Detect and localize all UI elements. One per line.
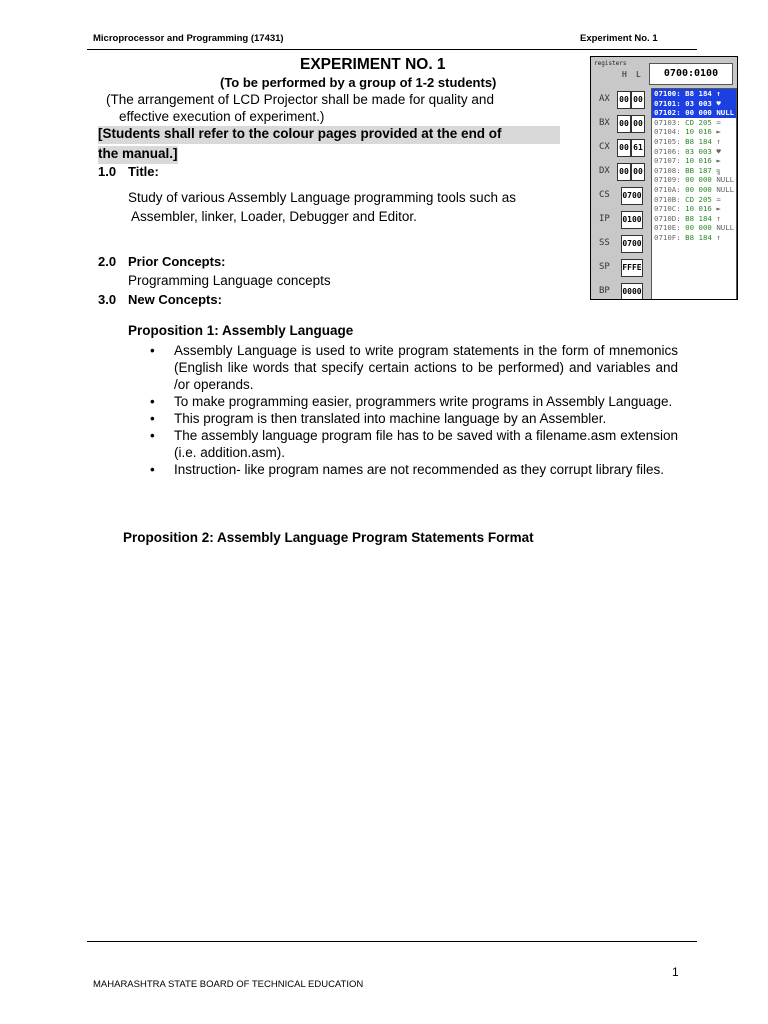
register-bp: [593, 280, 649, 300]
memory-address: 07101:: [654, 98, 681, 108]
register-sp: [593, 256, 649, 280]
list-item-text: The assembly language program file has to be saved with a filename.asm extension (i.e. addition.asm).: [174, 428, 678, 460]
section-3-number: 3.0: [98, 292, 117, 307]
memory-address: 0710A:: [654, 184, 681, 194]
register-name: CX: [599, 142, 610, 152]
memory-symbol: =: [716, 194, 721, 204]
register-high: 00: [617, 163, 631, 181]
memory-address: 0710E:: [654, 223, 681, 233]
memory-symbol: ↑: [716, 136, 721, 146]
register-low: 00: [631, 91, 645, 109]
register-value: 0000: [621, 283, 643, 300]
memory-row: [652, 223, 736, 233]
memory-address: 07106:: [654, 146, 681, 156]
register-ss: [593, 232, 649, 256]
section-2-body: Programming Language concepts: [128, 273, 331, 288]
memory-hex: 00 000: [685, 108, 712, 118]
section-2-heading: [98, 254, 226, 269]
memory-hex: BB 187: [685, 165, 712, 175]
low-byte-label: L: [636, 70, 641, 79]
register-value: FFFE: [621, 259, 643, 277]
memory-hex: 10 016: [685, 127, 712, 137]
list-item: [150, 461, 678, 478]
proposition-1-heading: Proposition 1: Assembly Language: [128, 323, 354, 338]
memory-hex: 03 003: [685, 146, 712, 156]
list-item-text: This program is then translated into machine language by an Assembler.: [174, 411, 607, 426]
memory-symbol: ♥: [716, 98, 721, 108]
memory-hex: B8 184: [685, 89, 712, 98]
register-name: BP: [599, 286, 610, 296]
register-dx: [593, 160, 649, 184]
section-1-body-2: Assembler, linker, Loader, Debugger and Editor.: [131, 209, 417, 224]
register-cs: [593, 184, 649, 208]
bullet-icon: •: [150, 462, 155, 477]
memory-row: [652, 108, 736, 118]
register-name: IP: [599, 214, 610, 224]
section-1-number: 1.0: [98, 164, 117, 179]
memory-symbol: NULL: [716, 223, 735, 233]
memory-hex: 10 016: [685, 156, 712, 166]
register-low: 61: [631, 139, 645, 157]
high-byte-label: H: [622, 70, 627, 79]
memory-hex: 03 003: [685, 98, 712, 108]
memory-row: [652, 233, 736, 243]
memory-row: [652, 175, 736, 185]
register-value: 0700: [621, 235, 643, 253]
register-name: CS: [599, 190, 610, 200]
footer-text: MAHARASHTRA STATE BOARD OF TECHNICAL EDUCATION: [93, 979, 364, 990]
register-name: SS: [599, 238, 610, 248]
register-bx: [593, 112, 649, 136]
list-item-text: Instruction- like program names are not recommended as they corrupt library files.: [174, 462, 664, 477]
memory-address: 07100:: [654, 89, 681, 98]
memory-symbol: ♥: [716, 146, 721, 156]
list-item-text: To make programming easier, programmers write programs in Assembly Language.: [174, 394, 673, 409]
list-item: [150, 393, 678, 410]
register-value: 0100: [621, 211, 643, 229]
memory-row: [652, 99, 736, 109]
memory-address: 07107:: [654, 156, 681, 166]
memory-symbol: ↑: [716, 89, 721, 98]
register-ip: [593, 208, 649, 232]
memory-symbol: ►: [716, 127, 721, 137]
memory-address: 07109:: [654, 175, 681, 185]
page-number: 1: [672, 965, 679, 979]
memory-address: 0710D:: [654, 213, 681, 223]
memory-row: [652, 166, 736, 176]
memory-row: [652, 185, 736, 195]
bullet-icon: •: [150, 343, 155, 358]
memory-row: [652, 127, 736, 137]
section-2-label: Prior Concepts:: [128, 254, 226, 269]
register-high: 00: [617, 91, 631, 109]
note-line-2: effective execution of experiment.): [119, 109, 325, 124]
section-3-label: New Concepts:: [128, 292, 222, 307]
memory-hex: B8 184: [685, 232, 712, 242]
highlight-line-2: the manual.]: [98, 146, 178, 164]
debugger-screenshot: [590, 56, 738, 300]
address-display: 0700:0100: [649, 63, 733, 85]
register-high: 00: [617, 115, 631, 133]
register-cx: [593, 136, 649, 160]
section-2-number: 2.0: [98, 254, 117, 269]
memory-row: [652, 147, 736, 157]
memory-row: [652, 137, 736, 147]
memory-symbol: NULL: [716, 108, 735, 118]
memory-hex: B8 184: [685, 136, 712, 146]
memory-address: 07108:: [654, 165, 681, 175]
memory-address: 07105:: [654, 136, 681, 146]
memory-address: 0710B:: [654, 194, 681, 204]
bullet-list: [150, 342, 678, 478]
register-low: 00: [631, 115, 645, 133]
memory-listing: [651, 88, 737, 300]
register-low: 00: [631, 163, 645, 181]
register-name: AX: [599, 94, 610, 104]
memory-hex: 00 000: [685, 175, 712, 185]
list-item: [150, 427, 678, 461]
memory-hex: 10 016: [685, 204, 712, 214]
memory-symbol: ►: [716, 156, 721, 166]
memory-symbol: NULL: [716, 175, 735, 185]
register-name: BX: [599, 118, 610, 128]
bullet-icon: •: [150, 394, 155, 409]
memory-hex: CD 205: [685, 117, 712, 127]
list-item: [150, 342, 678, 393]
memory-symbol: ╗: [716, 165, 721, 175]
register-name: DX: [599, 166, 610, 176]
memory-symbol: =: [716, 117, 721, 127]
bullet-icon: •: [150, 428, 155, 443]
memory-hex: 00 000: [685, 223, 712, 233]
list-item-text: Assembly Language is used to write program statements in the form of mnemonics (English like words that specify certain actions to be performed) and variables and /or operands.: [174, 343, 678, 392]
header-left: Microprocessor and Programming (17431): [93, 33, 284, 44]
page-title: EXPERIMENT NO. 1: [300, 56, 446, 73]
section-3-heading: [98, 292, 222, 307]
register-name: SP: [599, 262, 610, 272]
memory-row: [652, 195, 736, 205]
memory-symbol: ►: [716, 204, 721, 214]
memory-address: 07102:: [654, 108, 681, 118]
memory-row: [652, 214, 736, 224]
register-value: 0700: [621, 187, 643, 205]
highlight-line-1: [Students shall refer to the colour pages provided at the end of: [98, 126, 560, 144]
memory-symbol: ↑: [716, 213, 721, 223]
memory-hex: B8 184: [685, 213, 712, 223]
memory-address: 07103:: [654, 117, 681, 127]
memory-row: [652, 156, 736, 166]
memory-hex: CD 205: [685, 194, 712, 204]
section-1-label: Title:: [128, 164, 159, 179]
registers-label: registers: [594, 60, 627, 67]
page-subtitle: (To be performed by a group of 1-2 students): [220, 75, 497, 90]
header-right: Experiment No. 1: [580, 33, 658, 44]
section-1-heading: [98, 164, 159, 179]
memory-row: [652, 89, 736, 99]
list-item: [150, 410, 678, 427]
proposition-2-heading: Proposition 2: Assembly Language Program Statements Format: [123, 530, 534, 545]
bullet-icon: •: [150, 411, 155, 426]
register-high: 00: [617, 139, 631, 157]
memory-address: 07104:: [654, 127, 681, 137]
memory-row: [652, 118, 736, 128]
register-ax: [593, 88, 649, 112]
memory-symbol: ↑: [716, 232, 721, 242]
memory-address: 0710F:: [654, 232, 681, 242]
section-1-body-1: Study of various Assembly Language programming tools such as: [128, 190, 516, 205]
memory-row: [652, 204, 736, 214]
memory-hex: 00 000: [685, 184, 712, 194]
memory-symbol: NULL: [716, 184, 735, 194]
footer-divider: [87, 941, 697, 942]
note-line-1: (The arrangement of LCD Projector shall be made for quality and: [106, 92, 494, 107]
memory-address: 0710C:: [654, 204, 681, 214]
header-divider: [87, 49, 697, 50]
